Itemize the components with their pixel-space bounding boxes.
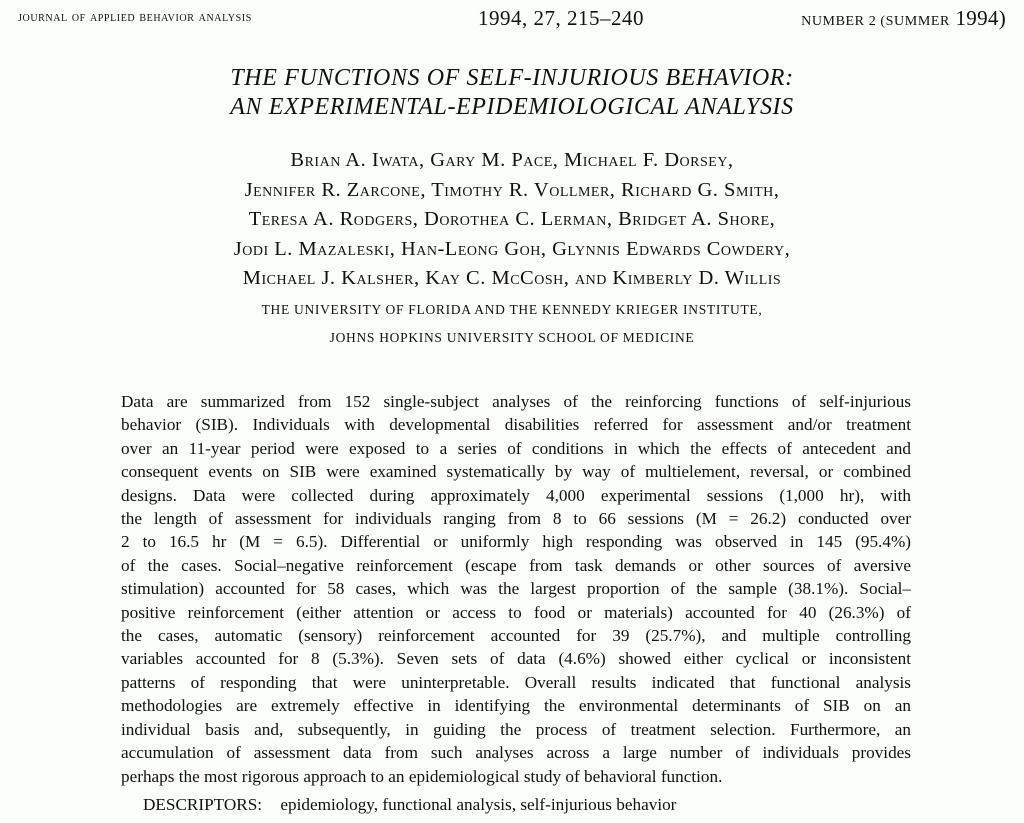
issue-year: 1994) [949,6,1006,30]
running-head [18,6,1006,32]
abstract-line: the cases, automatic (sensory) reinforcement accounted for 39 (25.7%), and multiple controlling [121,626,911,646]
abstract-line: perhaps the most rigorous approach to an epidemiological study of behavioral function. [121,766,723,786]
abstract-line: behavior (SIB). Individuals with developmental disabilities referred for assessment and/or treatment [121,415,911,435]
abstract-line: individual basis and, subsequently, in guiding the process of treatment selection. Furthermore, an [121,719,911,739]
author-line: Brian A. Iwata, Gary M. Pace, Michael F. Dorsey, [290,149,734,171]
descriptors [143,793,676,816]
abstract-line: Data are summarized from 152 single-subject analyses of the reinforcing functions of self-injurious [121,392,911,411]
abstract-line: over an 11-year period were exposed to a series of conditions in which the effects of antecedent and [121,438,911,458]
abstract-line: positive reinforcement (either attention or access to food or materials) accounted for 40 (26.3%) of [121,602,911,622]
abstract-line: accumulation of assessment data from such analyses across a large number of individuals provides [121,743,911,763]
descriptors-terms: epidemiology, functional analysis, self-injurious behavior [280,795,677,814]
affiliation-line-2: JOHNS HOPKINS UNIVERSITY SCHOOL OF MEDICINE [329,330,695,345]
abstract-line: 2 to 16.5 hr (M = 6.5). Differential or uniformly high responding was observed in 145 (95.4%) [121,532,911,552]
abstract-line: patterns of responding that were uninterpretable. Overall results indicated that functional analysis [121,672,911,692]
abstract-line: methodologies are extremely effective in identifying the environmental determinants of SIB on an [121,696,911,716]
issue-info [801,6,1006,31]
affiliation-line-1: THE UNIVERSITY OF FLORIDA AND THE KENNEDY KRIEGER INSTITUTE, [261,302,763,317]
abstract [121,390,911,788]
descriptors-label: DESCRIPTORS: [143,795,263,814]
affiliation [0,296,1024,352]
abstract-line: consequent events on SIB were examined systematically by way of multielement, reversal, or combined [121,462,911,482]
article-title [0,64,1024,122]
abstract-line: stimulation) accounted for 58 cases, which was the largest proportion of the sample (38.1%). Social– [121,579,911,599]
issue-prefix: NUMBER 2 (SUMMER [801,14,950,29]
abstract-line: variables accounted for 8 (5.3%). Seven sets of data (4.6%) showed either cyclical or inconsistent [121,649,911,669]
citation: 1994, 27, 215–240 [478,6,644,30]
journal-name: journal of applied behavior analysis [18,10,252,25]
title-line-2: AN EXPERIMENTAL-EPIDEMIOLOGICAL ANALYSIS [230,94,794,120]
author-line: Jodi L. Mazaleski, Han-Leong Goh, Glynnis Edwards Cowdery, [233,237,791,260]
author-line: Jennifer R. Zarcone, Timothy R. Vollmer, Richard G. Smith, [244,178,780,201]
author-list [0,146,1024,294]
abstract-line: of the cases. Social–negative reinforcement (escape from task demands or other sources of aversive [121,555,911,575]
abstract-line: designs. Data were collected during approximately 4,000 experimental sessions (1,000 hr), with [121,485,911,505]
abstract-line: the length of assessment for individuals ranging from 8 to 66 sessions (M = 26.2) conducted over [121,509,911,529]
author-line: Michael J. Kalsher, Kay C. McCosh, and Kimberly D. Willis [242,267,782,289]
title-line-1: THE FUNCTIONS OF SELF-INJURIOUS BEHAVIOR: [230,65,794,91]
author-line: Teresa A. Rodgers, Dorothea C. Lerman, Bridget A. Shore, [248,208,776,230]
